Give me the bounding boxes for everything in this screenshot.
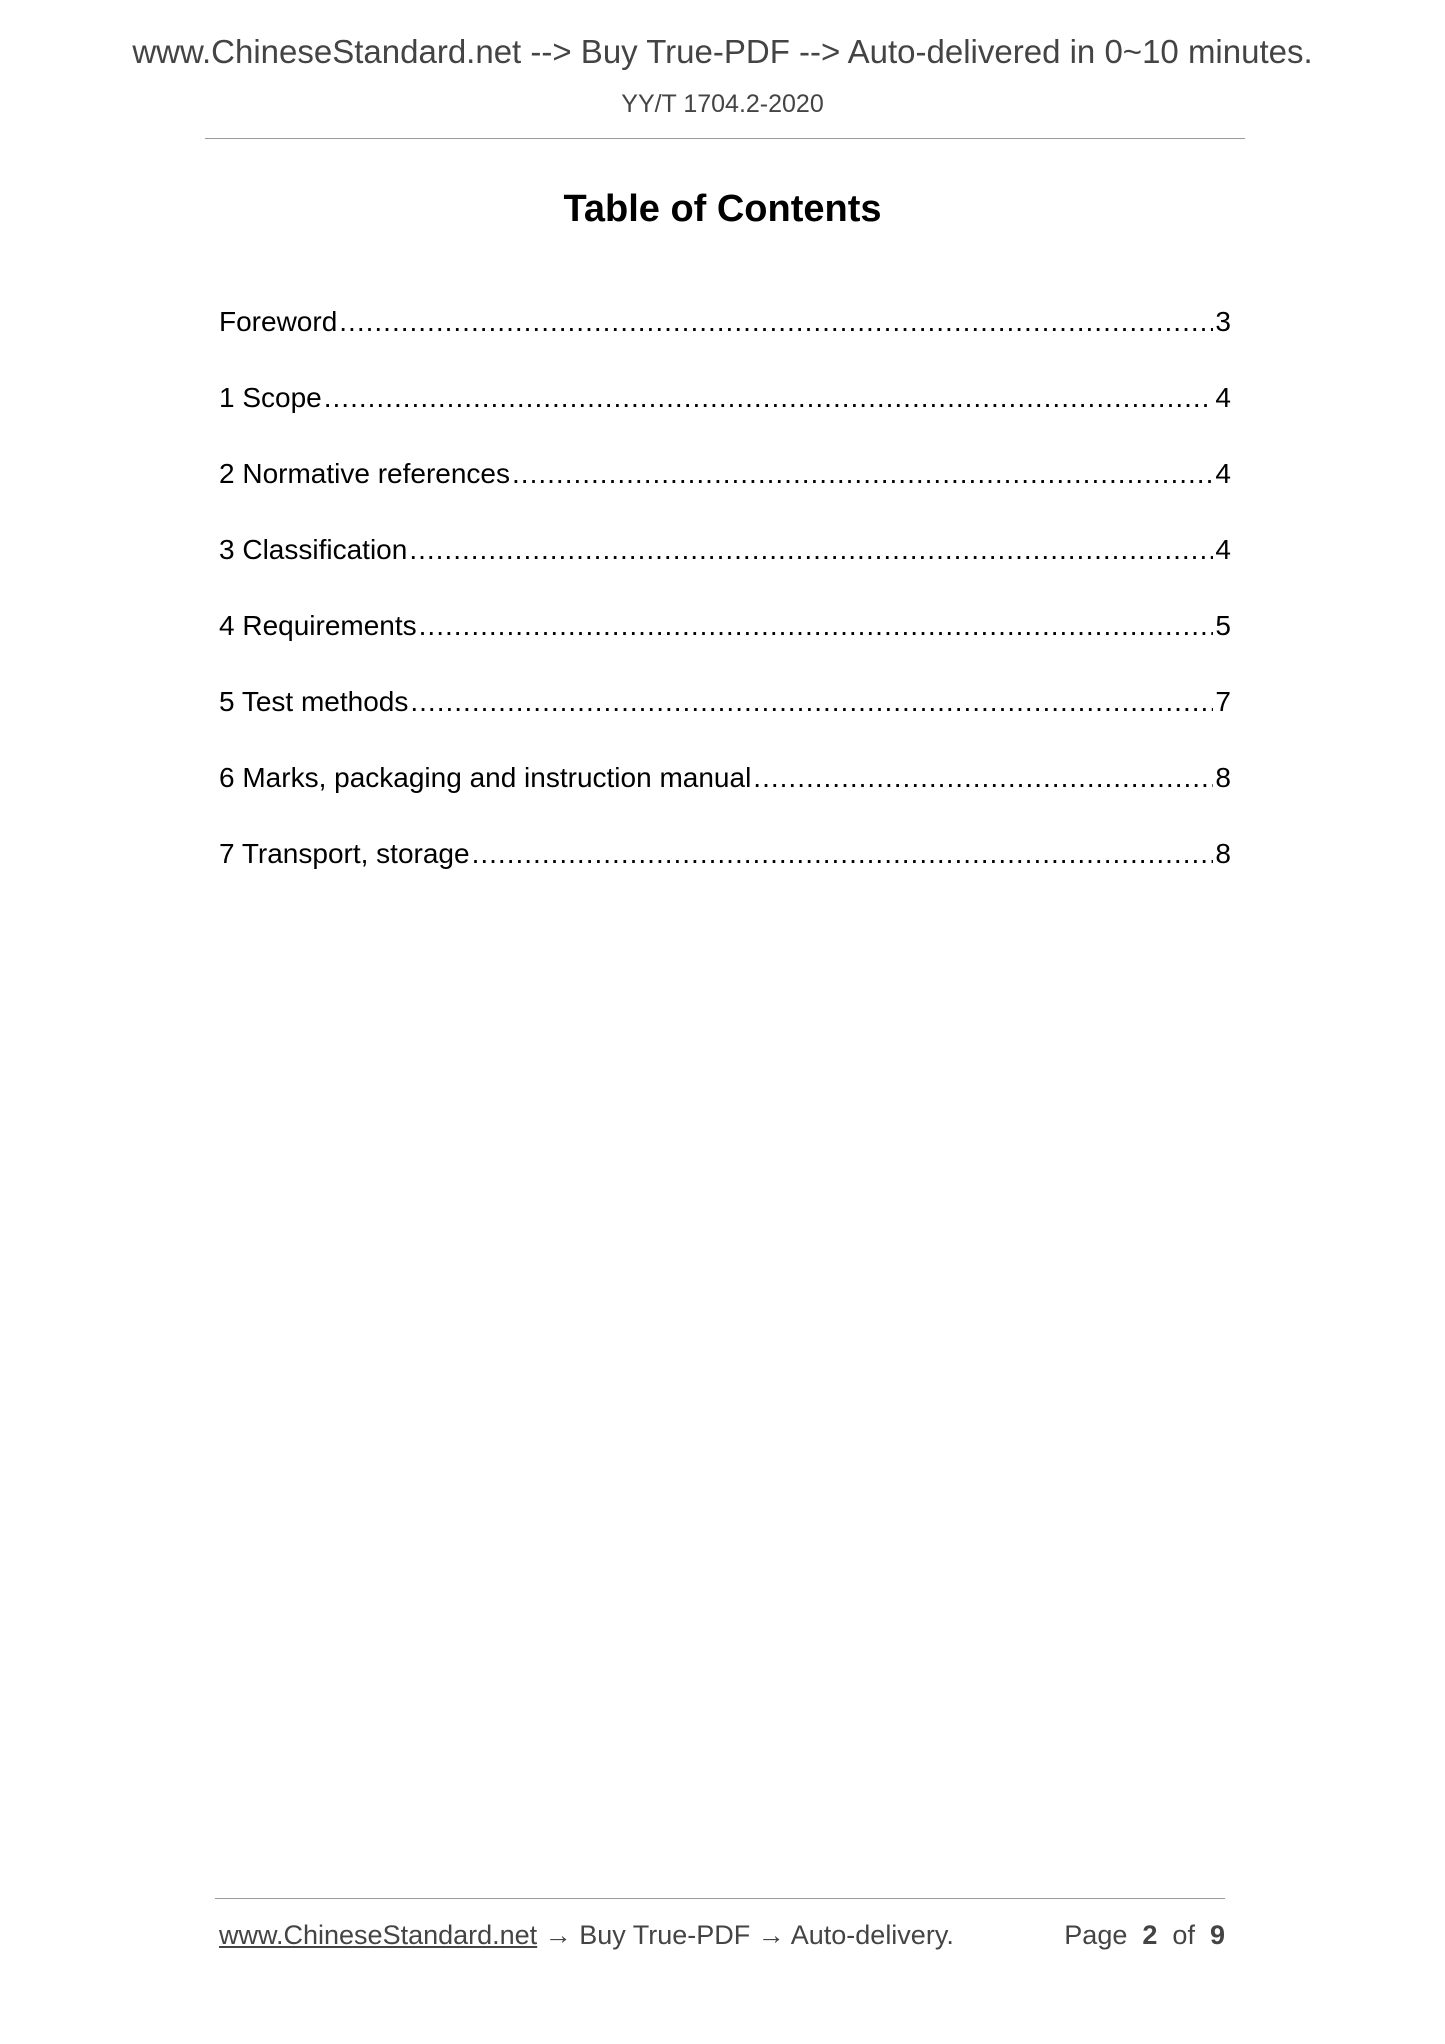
toc-dot-leader	[339, 304, 1213, 340]
toc-dot-leader	[472, 836, 1214, 872]
toc-dot-leader	[512, 456, 1213, 492]
toc-entry-marks-packaging[interactable]	[219, 760, 1231, 836]
footer-site-link[interactable]: www.ChineseStandard.net	[219, 1920, 538, 1950]
footer-promo	[219, 1917, 954, 1953]
toc-entry-transport-storage[interactable]	[219, 836, 1231, 912]
toc-entry-label: 5 Test methods	[219, 686, 409, 717]
toc-entry-page: 8	[1215, 838, 1231, 869]
toc-list	[219, 304, 1231, 912]
toc-entry-page: 7	[1215, 686, 1231, 717]
toc-entry-label: 7 Transport, storage	[219, 838, 470, 869]
page-word: Page	[1064, 1920, 1128, 1950]
toc-dot-leader	[753, 760, 1213, 796]
toc-entry-normative-references[interactable]	[219, 456, 1231, 532]
toc-dot-leader	[419, 608, 1214, 644]
toc-entry-label: Foreword	[219, 306, 338, 337]
page-indicator	[1064, 1917, 1225, 1953]
toc-entry-classification[interactable]	[219, 532, 1231, 608]
toc-entry-page: 5	[1215, 610, 1231, 641]
toc-title: Table of Contents	[563, 188, 882, 230]
current-page-number: 2	[1142, 1920, 1158, 1950]
toc-entry-label: 6 Marks, packaging and instruction manual	[219, 762, 752, 793]
toc-entry-page: 3	[1215, 306, 1231, 337]
footer-promo-text: → Buy True-PDF → Auto-delivery.	[537, 1920, 954, 1950]
header-banner: www.ChineseStandard.net --> Buy True-PDF --> Auto-delivered in 0~10 minutes.	[132, 33, 1313, 70]
toc-entry-page: 4	[1215, 458, 1231, 489]
toc-entry-foreword[interactable]	[219, 304, 1231, 380]
toc-entry-page: 4	[1215, 534, 1231, 565]
header-divider	[205, 138, 1245, 139]
toc-dot-leader	[409, 532, 1213, 568]
toc-entry-requirements[interactable]	[219, 608, 1231, 684]
footer-divider	[215, 1898, 1225, 1899]
toc-entry-page: 8	[1215, 762, 1231, 793]
document-code: YY/T 1704.2-2020	[621, 90, 824, 118]
toc-entry-label: 4 Requirements	[219, 610, 417, 641]
toc-entry-label: 3 Classification	[219, 534, 408, 565]
toc-dot-leader	[410, 684, 1213, 720]
toc-entry-label: 2 Normative references	[219, 458, 511, 489]
toc-entry-test-methods[interactable]	[219, 684, 1231, 760]
page-footer	[219, 1917, 1225, 1957]
toc-entry-scope[interactable]	[219, 380, 1231, 456]
of-word: of	[1172, 1920, 1195, 1950]
toc-dot-leader	[324, 380, 1214, 416]
total-page-count: 9	[1209, 1920, 1225, 1950]
toc-entry-label: 1 Scope	[219, 382, 322, 413]
toc-entry-page: 4	[1215, 382, 1231, 413]
